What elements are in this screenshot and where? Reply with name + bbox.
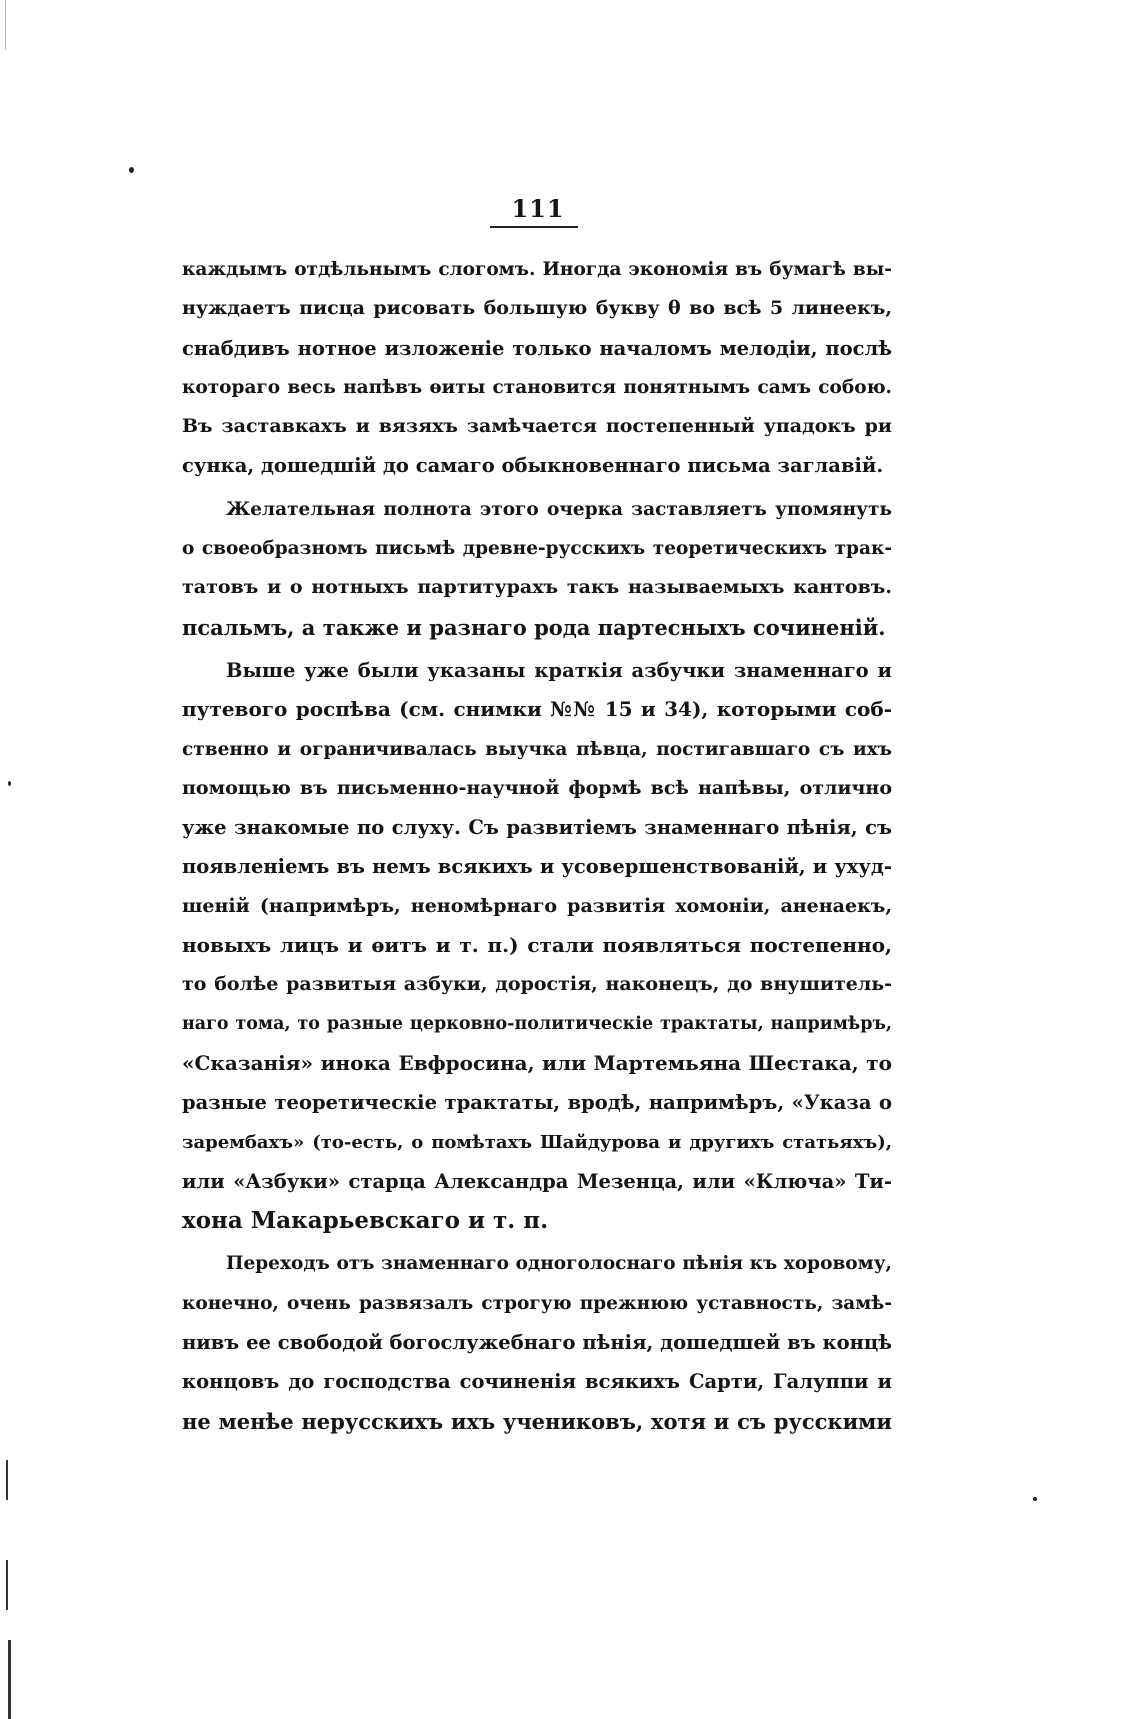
scan-speck bbox=[8, 781, 11, 786]
text-line: зарембахъ» (то-есть, о помѣтахъ Шайдурова и другихъ статьяхъ), bbox=[182, 1131, 892, 1153]
scan-edge-mark bbox=[8, 1640, 11, 1719]
page-number-rule bbox=[490, 226, 578, 228]
text-line: «Сказанія» инока Евфросина, или Мартемьяна Шестака, то bbox=[182, 1050, 892, 1075]
text-line: разные теоретическіе трактаты, вродѣ, напримѣръ, «Указа о bbox=[182, 1091, 892, 1115]
text-line: новыхъ лицъ и ѳитъ и т. п.) стали появляться постепенно, bbox=[182, 933, 892, 958]
text-line: не менѣе нерусскихъ ихъ учениковъ, хотя и съ русскими bbox=[182, 1408, 892, 1434]
text-line: снабдивъ нотное изложеніе только началомъ мелодіи, послѣ bbox=[182, 336, 892, 360]
text-line: помощью въ письменно-научной формѣ всѣ напѣвы, отлично bbox=[182, 776, 892, 799]
text-line: псальмъ, а также и разнаго рода партесныхъ сочиненій. bbox=[182, 614, 886, 640]
text-line: наго тома, то разные церковно-политическіе трактаты, напримѣръ, bbox=[182, 1013, 892, 1034]
text-line: нуждаетъ писца рисовать большую букву θ во всѣ 5 линеекъ, bbox=[182, 297, 892, 320]
text-line: ственно и ограничивалась выучка пѣвца, постигавшаго съ ихъ bbox=[182, 738, 892, 760]
text-line: шеній (напримѣръ, неномѣрнаго развитія хомоніи, аненаекъ, bbox=[182, 894, 892, 917]
scan-speck bbox=[1033, 1497, 1037, 1501]
text-line: уже знакомые по слуху. Съ развитіемъ знаменнаго пѣнія, съ bbox=[182, 816, 892, 840]
text-line: нивъ ее свободой богослужебнаго пѣнія, дошедшей въ концѣ bbox=[182, 1331, 892, 1355]
scan-speck bbox=[129, 167, 134, 173]
text-line: конечно, очень развязалъ строгую прежнюю уставность, замѣ- bbox=[182, 1292, 892, 1314]
scan-edge-mark bbox=[6, 1560, 8, 1610]
text-line: татовъ и о нотныхъ партитурахъ такъ называемыхъ кантовъ. bbox=[182, 576, 892, 599]
text-line: каждымъ отдѣльнымъ слогомъ. Иногда экономія въ бумагѣ вы- bbox=[182, 259, 892, 280]
text-line: появленіемъ въ немъ всякихъ и усовершенствованій, и ухуд- bbox=[182, 855, 892, 879]
text-line: котораго весь напѣвъ ѳиты становится понятнымъ самъ собою. bbox=[182, 376, 892, 398]
scan-edge-mark bbox=[6, 1460, 8, 1500]
paragraph bbox=[182, 490, 892, 647]
text-line: или «Азбуки» старца Александра Мезенца, или «Ключа» Ти- bbox=[182, 1169, 892, 1193]
page-number: 111 bbox=[511, 194, 565, 223]
text-line: путевого роспѣва (см. снимки №№ 15 и 34), которыми соб- bbox=[182, 697, 892, 722]
paragraph bbox=[182, 1244, 892, 1440]
scan-edge-mark bbox=[5, 0, 6, 50]
text-line: Желательная полнота этого очерка заставляетъ упомянуть bbox=[226, 498, 892, 520]
text-line: о своеобразномъ письмѣ древне-русскихъ теоретическихъ трак- bbox=[182, 538, 892, 560]
text-line: концовъ до господства сочиненія всякихъ Сарти, Галуппи и bbox=[182, 1370, 892, 1394]
body-text bbox=[182, 250, 892, 1441]
text-line: Переходъ отъ знаменнаго одноголоснаго пѣнія къ хоровому, bbox=[226, 1253, 892, 1275]
text-line: хона Макарьевскаго и т. п. bbox=[182, 1207, 549, 1235]
text-line: то болѣе развитыя азбуки, доростія, наконецъ, до внушитель- bbox=[182, 973, 892, 996]
paragraph bbox=[182, 250, 892, 486]
text-line: Выше уже были указаны краткія азбучки знаменнаго и bbox=[226, 658, 892, 682]
paragraph bbox=[182, 651, 892, 1240]
text-line: Въ заставкахъ и вязяхъ замѣчается постепенный упадокъ ри bbox=[182, 415, 892, 438]
text-line: сунка, дошедшій до самаго обыкновеннаго письма заглавій. bbox=[182, 454, 884, 478]
